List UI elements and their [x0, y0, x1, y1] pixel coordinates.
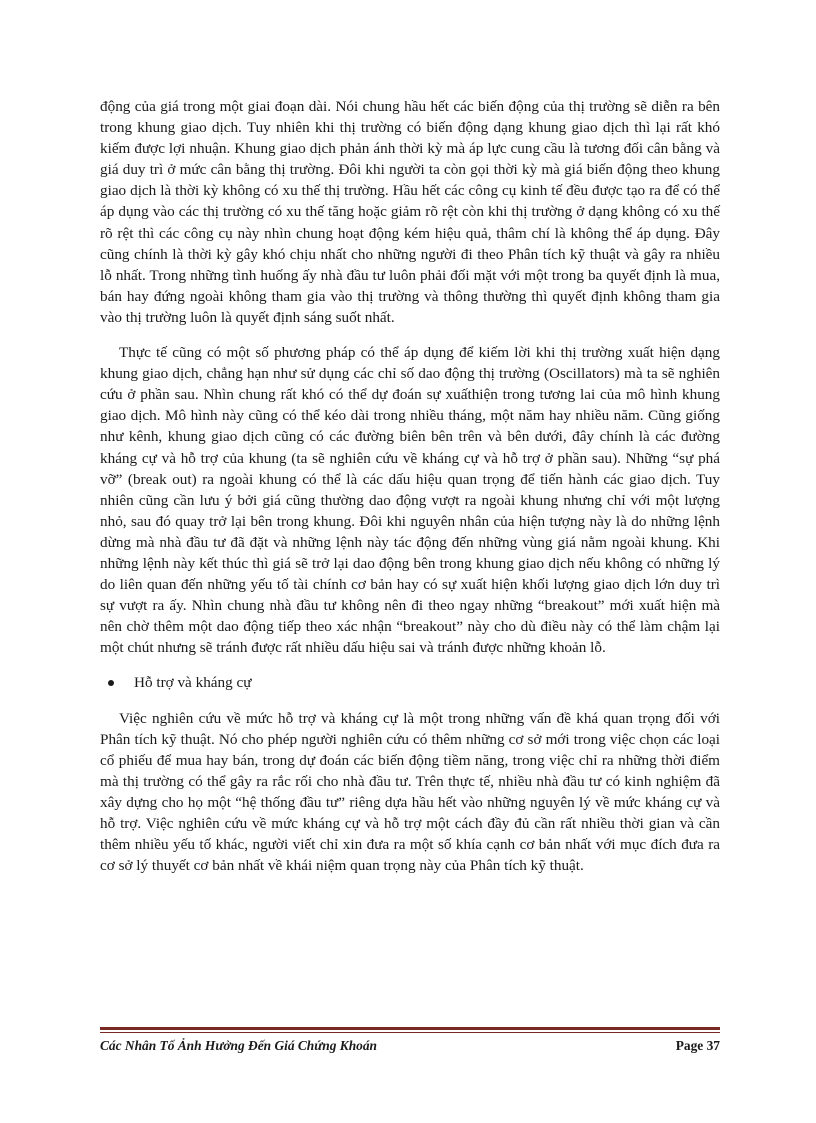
bullet-dot-icon — [108, 680, 114, 686]
paragraph-trading-range-continued: động của giá trong một giai đoạn dài. Nói chung hầu hết các biến động của thị trường sẽ diễn ra bên trong khung giao dịch. Tuy nhiên khi thị trường có biến động dạng khung giao dịch thì lại rất khó kiếm được lợi nhuận. Khung giao dịch phản ánh thời kỳ mà áp lực cung cầu là tương đối cân bằng và giá duy trì ở mức cân bằng thị trường. Đôi khi người ta còn gọi thời kỳ mà giá biến động theo khung giao dịch là thời kỳ không có xu thế thị trường. Hầu hết các công cụ kinh tế đều được tạo ra để có thể áp dụng vào các thị trường có xu thế tăng hoặc giảm rõ rệt còn khi thị trường ở dạng không có xu thế rõ rệt thì các công cụ này nhìn chung hoạt động kém hiệu quả, thâm chí là không thể áp dụng. Đây cũng chính là thời kỳ gây khó chịu nhất cho những người đi theo Phân tích kỹ thuật và gây ra nhiều lỗ nhất. Trong những tình huống ấy nhà đầu tư luôn phải đối mặt với một trong ba quyết định là mua, bán hay đứng ngoài không tham gia vào thị trường và thông thường thì quyết định không tham gia vào thị trường luôn là quyết định sáng suốt nhất. — [100, 98, 720, 326]
page-footer — [100, 1038, 720, 1054]
paragraph-oscillators: Thực tế cũng có một số phương pháp có thể áp dụng để kiếm lời khi thị trường xuất hiện dạng khung giao dịch, chẳng hạn như sử dụng các chỉ số dao động thị trường (Oscillators) mà ta sẽ nghiên cứu ở phần sau. Nhìn chung rất khó có thể dự đoán sự xuấthiện trong tương lai của mô hình khung giao dịch. Mô hình này cũng có thể kéo dài trong nhiều tháng, một năm hay nhiều năm. Cũng giống như kênh, khung giao dịch cũng có các đường biên bên trên và bên dưới, đây chính là các đường kháng cự và hỗ trợ của khung (ta sẽ nghiên cứu về kháng cự và hỗ trợ ở phần sau). Những “sự phá vỡ” (break out) ra ngoài khung có thể là các dấu hiệu quan trọng để tiến hành các giao dịch. Tuy nhiên cũng cần lưu ý bởi giá cũng thường dao động vượt ra ngoài khung nhưng chỉ với một lượng nhỏ, sau đó quay trở lại bên trong khung. Đôi khi nguyên nhân của hiện tượng này là do những lệnh dừng mà nhà đầu tư đã đặt và những lệnh này tác động đến những vùng giá nằm ngoài khung. Khi những lệnh này kết thúc thì giá sẽ trở lại dao động bên trong khung giao dịch nếu không có những lý do liên quan đến những yếu tố tài chính cơ bản hay có sự xuất hiện khối lượng giao dịch lớn duy trì sự vượt ra ấy. Nhìn chung nhà đầu tư không nên đi theo ngay những “breakout” mới xuất hiện mà nên chờ thêm một dao động tiếp theo xác nhận “breakout” này cho dù điều này có thể làm chậm lại một chút nhưng sẽ tránh được rất nhiều dấu hiệu sai và tránh được những khoản lỗ. — [100, 344, 720, 657]
paragraph-support-resistance: Việc nghiên cứu về mức hỗ trợ và kháng cự là một trong những vấn đề khá quan trọng đối với Phân tích kỹ thuật. Nó cho phép người nghiên cứu có thêm những cơ sở mới trong việc chọn các loại cổ phiếu để mua hay bán, trong dự đoán các biến động tiềm năng, trong việc chỉ ra những thời điểm mà thị trường có thể gây ra rắc rối cho nhà đầu tư. Trên thực tế, nhiều nhà đầu tư có kinh nghiệm đã xây dựng cho họ một “hệ thống đầu tư” riêng dựa hầu hết vào những nguyên lý về mức kháng cự và hỗ trợ. Việc nghiên cứu về mức kháng cự và hỗ trợ một cách đầy đủ cần rất nhiều thời gian và cần thêm nhiều yếu tố khác, người viết chỉ xin đưa ra một số khía cạnh cơ bản nhất với mục đích đưa ra cơ sở lý thuyết cơ bản nhất về khái niệm quan trọng này của Phân tích kỹ thuật. — [100, 709, 720, 875]
footer-divider — [100, 1027, 720, 1033]
footer-document-title: Các Nhân Tố Ảnh Hưởng Đến Giá Chứng Khoán — [100, 1038, 377, 1053]
section-heading-support-resistance: Hỗ trợ và kháng cự — [134, 674, 252, 692]
footer-page-number: Page 37 — [675, 1038, 720, 1053]
section-bullet-support-resistance — [100, 672, 720, 693]
footer-divider-thick — [100, 1027, 720, 1030]
footer-divider-thin — [100, 1032, 720, 1033]
paragraph-spacer — [100, 658, 720, 672]
paragraph-spacer — [100, 328, 720, 342]
document-body — [100, 96, 720, 876]
